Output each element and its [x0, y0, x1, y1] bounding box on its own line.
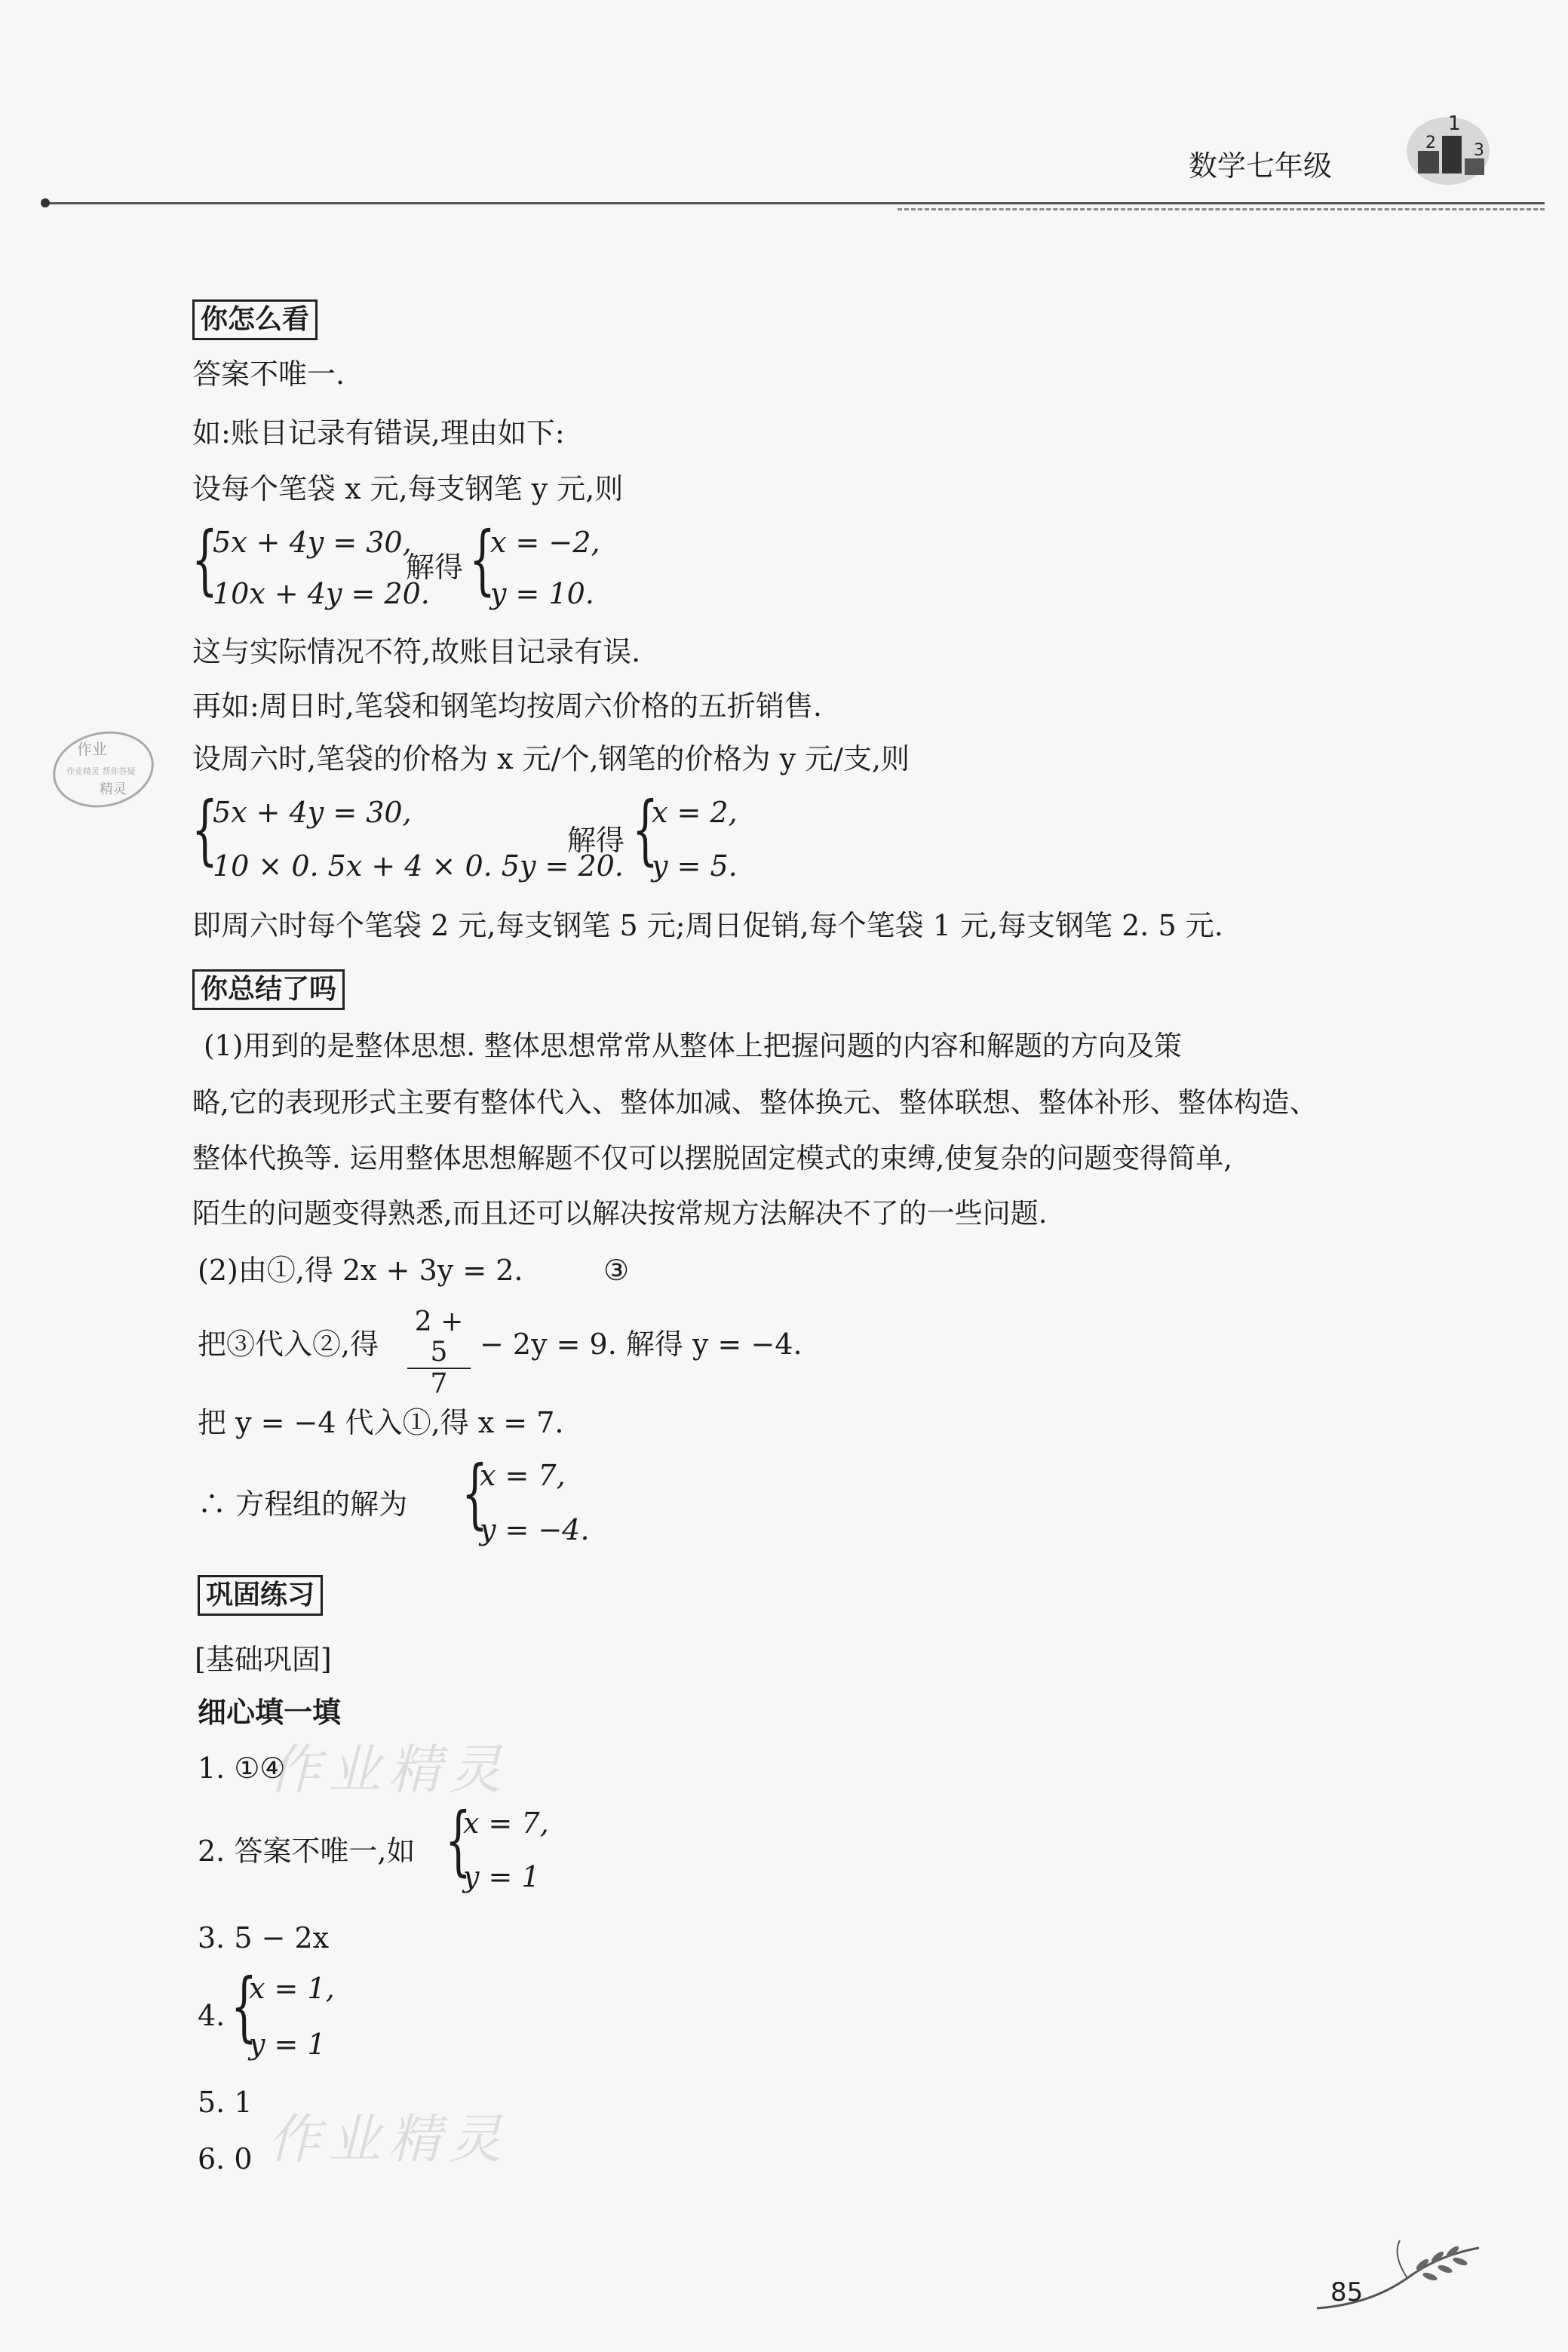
watermark: 作业精灵 [268, 2108, 509, 2170]
watermark: 作业精灵 [268, 1739, 509, 1801]
section-heading-how-do-you-see: 你怎么看 [192, 299, 318, 340]
text-line: 答案不唯一. [192, 358, 345, 391]
answer-item: 3. 5 − 2x [198, 1921, 330, 1954]
paragraph-line: 陌生的问题变得熟悉,而且还可以解决按常规方法解决不了的一些问题. [192, 1197, 1048, 1230]
equation-line: 把③代入②,得 [198, 1328, 379, 1361]
solution-line: y = 1 [249, 2028, 326, 2061]
equation-line: 10x + 4y = 20. [213, 577, 430, 610]
solution-line: y = 5. [652, 849, 738, 883]
leaf-ornament-icon [1309, 2233, 1490, 2316]
answer-item: 2. 答案不唯一,如 [198, 1835, 416, 1868]
answer-item: 4. [198, 1999, 226, 2032]
logo-digit: 2 [1425, 134, 1436, 152]
text-line: 设每个笔袋 x 元,每支钢笔 y 元,则 [192, 472, 624, 505]
fraction [407, 1307, 471, 1399]
solution-line: x = 7, [463, 1807, 549, 1840]
answer-item: 5. 1 [198, 2086, 253, 2119]
solution-line: y = 1 [463, 1860, 540, 1893]
equation-brace: { [445, 1796, 471, 1884]
stamp-text: 作业精灵 帮你答疑 [66, 766, 136, 776]
text-line: 再如:周日时,笔袋和钢笔均按周六价格的五折销售. [192, 689, 822, 723]
stamp-text: 精灵 [100, 781, 127, 797]
equation-brace: { [632, 785, 658, 874]
equation-line: ∴ 方程组的解为 [198, 1488, 408, 1521]
solve-label: 解得 [406, 551, 464, 584]
solution-line: y = −4. [480, 1513, 590, 1546]
equation-brace: { [231, 1962, 257, 2050]
section-heading-consolidate: 巩固练习 [198, 1575, 323, 1616]
equation-line: 5x + 4y = 30, [213, 526, 412, 559]
paragraph-line: 整体代换等. 运用整体思想解题不仅可以摆脱固定模式的束缚,使复杂的问题变得简单, [192, 1142, 1233, 1174]
equation-line: 5x + 4y = 30, [213, 796, 412, 829]
header-logo-icon [1403, 106, 1493, 189]
solution-line: x = −2, [490, 526, 600, 559]
page-number: 85 [1330, 2277, 1364, 2307]
solve-label: 解得 [567, 824, 625, 857]
logo-digit: 3 [1474, 141, 1484, 160]
stamp-text: 作业 [77, 740, 107, 758]
header-rule-dot [41, 198, 50, 207]
header-subject: 数学七年级 [1189, 149, 1333, 183]
equation-line: 10 × 0. 5x + 4 × 0. 5y = 20. [213, 849, 624, 883]
subheading-bold: 细心填一填 [198, 1696, 342, 1729]
section-heading-summary: 你总结了吗 [192, 969, 345, 1010]
paragraph-line: (1)用到的是整体思想. 整体思想常常从整体上把握问题的内容和解题的方向及策 [204, 1030, 1182, 1062]
equation-label: ③ [603, 1254, 630, 1287]
solution-line: x = 2, [652, 796, 738, 829]
answer-item: 1. ①④ [198, 1752, 286, 1785]
equation-line: − 2y = 9. 解得 y = −4. [480, 1328, 802, 1361]
equation-line: (2)由①,得 2x + 3y = 2. [198, 1254, 523, 1287]
solution-line: x = 1, [249, 1972, 335, 2005]
fraction-denominator: 7 [407, 1368, 471, 1399]
header-rule [44, 202, 1545, 204]
paragraph-line: 略,它的表现形式主要有整体代入、整体加减、整体换元、整体联想、整体补形、整体构造、 [192, 1086, 1318, 1119]
fraction-numerator: 2 + 5 [414, 1306, 464, 1368]
equation-line: 把 y = −4 代入①,得 x = 7. [198, 1406, 564, 1439]
header-dashed-rule [898, 208, 1545, 210]
text-line: 设周六时,笔袋的价格为 x 元/个,钢笔的价格为 y 元/支,则 [192, 742, 910, 775]
text-line: 这与实际情况不符,故账目记录有误. [192, 635, 641, 668]
equation-brace: { [192, 515, 218, 603]
equation-brace: { [469, 515, 496, 603]
solution-line: x = 7, [480, 1459, 566, 1492]
text-line: 如:账目记录有错误,理由如下: [192, 416, 565, 450]
text-line: 即周六时每个笔袋 2 元,每支钢笔 5 元;周日促销,每个笔袋 1 元,每支钢笔 2. 5 元. [192, 909, 1223, 942]
equation-brace: { [192, 785, 218, 874]
answer-item: 6. 0 [198, 2142, 253, 2175]
subheading: [基础巩固] [195, 1643, 332, 1676]
homework-stamp [47, 724, 160, 815]
logo-digit: 1 [1448, 112, 1461, 135]
equation-brace: { [462, 1449, 488, 1537]
solution-line: y = 10. [490, 577, 594, 610]
